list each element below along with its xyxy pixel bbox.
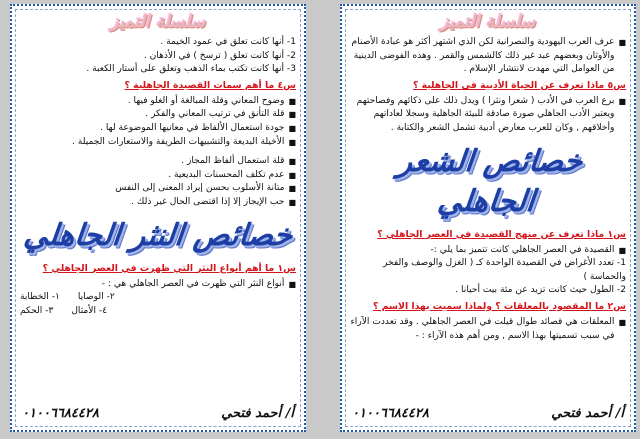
list-row xyxy=(20,291,296,305)
page-footer xyxy=(22,402,294,424)
author-signature: أ/ أحمد فتحي xyxy=(221,405,294,421)
list-item: ■ المعلقات هي قصائد طوال قيلت في العصر الجاهلي . وقد تعددت الآراء في سبب تسميتها بهذا الاسم , ومن أهم هذه الآراء : - xyxy=(350,316,626,341)
section-title: خصائص النثر الجاهلي xyxy=(21,217,295,253)
bullet-icon: ■ xyxy=(618,317,626,327)
author-signature: أ/ أحمد فتحي xyxy=(551,405,624,421)
phone-number: ٠١٠٠٦٦٨٤٤٢٨ xyxy=(352,405,429,421)
list-item: ■ برع العرب في الأدب ( شعرا ونثرا ) ويدل ذلك على ذكائهم وفصاحتهم ويعتبر الأدب الجاهلي صورة صادقة للبيئة الجاهلية وسجلا لعاداتهم وأخلاقهم , وكان للعرب معارض أدبية تشمل الشعر والكتابة . xyxy=(356,95,626,133)
list-item: ■ عدم تكلف المحسنات البديعية . xyxy=(20,169,296,183)
list-item: 3- أنها كانت تكتب بماء الذهب وتعلق على أستار الكعبة . xyxy=(86,64,296,75)
list-item: ■ جودة استعمال الألفاظ في معانيها الموضوعة لها . xyxy=(20,122,296,136)
page-footer xyxy=(352,402,624,424)
question-heading: س٥ ماذا تعرف عن الحياة الأدبية في الجاهلية ؟ xyxy=(412,79,626,91)
list-item: ■ القصيدة في العصر الجاهلي كانت تتميز بما يلي :- xyxy=(350,244,626,258)
list-item: ■ الأخيلة البديعة والتشبيهات الطريفة والاستعارات الجميلة . xyxy=(20,136,296,150)
list-item: ■ عرف العرب اليهودية والنصرانية لكن الذي اشتهر أكثر هو عبادة الأصنام والأوثان وبعضهم عبد غير ذلك كالشمس والقمر . وهذه الفوضى الدينية من العوامل التي مهدت لانتشار الإسلام . xyxy=(351,37,626,75)
list-row xyxy=(20,305,296,319)
series-title: سلسلة التميز xyxy=(440,12,536,32)
bullet-icon: ■ xyxy=(288,184,296,194)
bullet-icon: ■ xyxy=(288,96,296,106)
left-body-bottom xyxy=(20,262,296,319)
list-item: 2- أنها كانت تعلق ( ترسخ ) في الأذهان . xyxy=(143,50,296,61)
right-page xyxy=(340,4,636,432)
list-item: ١- الخطابة xyxy=(20,292,60,303)
bullet-icon: ■ xyxy=(288,170,296,180)
list-item: ■ أنواع النثر التي ظهرت في العصر الجاهلي هي : - xyxy=(20,278,296,292)
list-item: ■ متانة الأسلوب بحسن إيراد المعنى إلى النفس xyxy=(20,182,296,196)
bullet-icon: ■ xyxy=(288,137,296,147)
bullet-icon: ■ xyxy=(288,110,296,120)
bullet-icon: ■ xyxy=(618,245,626,255)
question-heading: س١ ما أهم أنواع النثر التي ظهرت في العصر الجاهلي ؟ xyxy=(42,262,296,274)
bullet-icon: ■ xyxy=(288,197,296,207)
list-item: ٢- الوصايا xyxy=(77,292,115,303)
bullet-icon: ■ xyxy=(288,123,296,133)
list-item: ■ حب الإيجاز إلا إذا اقتضى الحال غير ذلك . xyxy=(20,196,296,210)
question-heading: س٤ ما أهم سمات القصيدة الجاهلية ؟ xyxy=(124,79,296,91)
list-item: 2- الطول حيث كانت تزيد عن مئة بيت أحيانا . xyxy=(455,285,626,296)
bullet-icon: ■ xyxy=(288,279,296,289)
list-item: 1- تعدد الأغراض في القصيدة الواحدة كـ ( الغزل والوصف والفخر والحماسة ) xyxy=(383,258,626,282)
list-item: ٤- الأمثال xyxy=(71,305,108,316)
left-page xyxy=(10,4,306,432)
list-item: ■ قلة التأنق في ترتيب المعاني والفكر . xyxy=(20,108,296,122)
list-item: ■ قلة استعمال ألفاظ المجاز . xyxy=(20,155,296,169)
question-heading: س١ ماذا تعرف عن منهج القصيدة في العصر الجاهلي ؟ xyxy=(377,228,626,240)
list-item: 1- أنها كانت تعلق في عمود الخيمة . xyxy=(160,37,296,47)
right-body xyxy=(350,36,626,136)
series-title: سلسلة التميز xyxy=(110,12,206,32)
bullet-icon: ■ xyxy=(618,96,626,106)
list-item: ■ وضوح المعاني وقلة المبالغة أو الغلو فيها . xyxy=(20,95,296,109)
phone-number: ٠١٠٠٦٦٨٤٤٢٨ xyxy=(22,405,99,421)
right-body-bottom xyxy=(350,228,626,344)
bullet-icon: ■ xyxy=(618,38,626,47)
bullet-icon: ■ xyxy=(288,157,296,167)
left-body xyxy=(20,36,296,210)
section-title: خصائص الشعر الجاهلي xyxy=(396,143,585,219)
list-item: ٣- الحكم xyxy=(20,305,54,316)
question-heading: س٢ ما المقصود بالمعلقات ؟ ولماذا سميت بهذا الاسم ؟ xyxy=(372,300,626,312)
